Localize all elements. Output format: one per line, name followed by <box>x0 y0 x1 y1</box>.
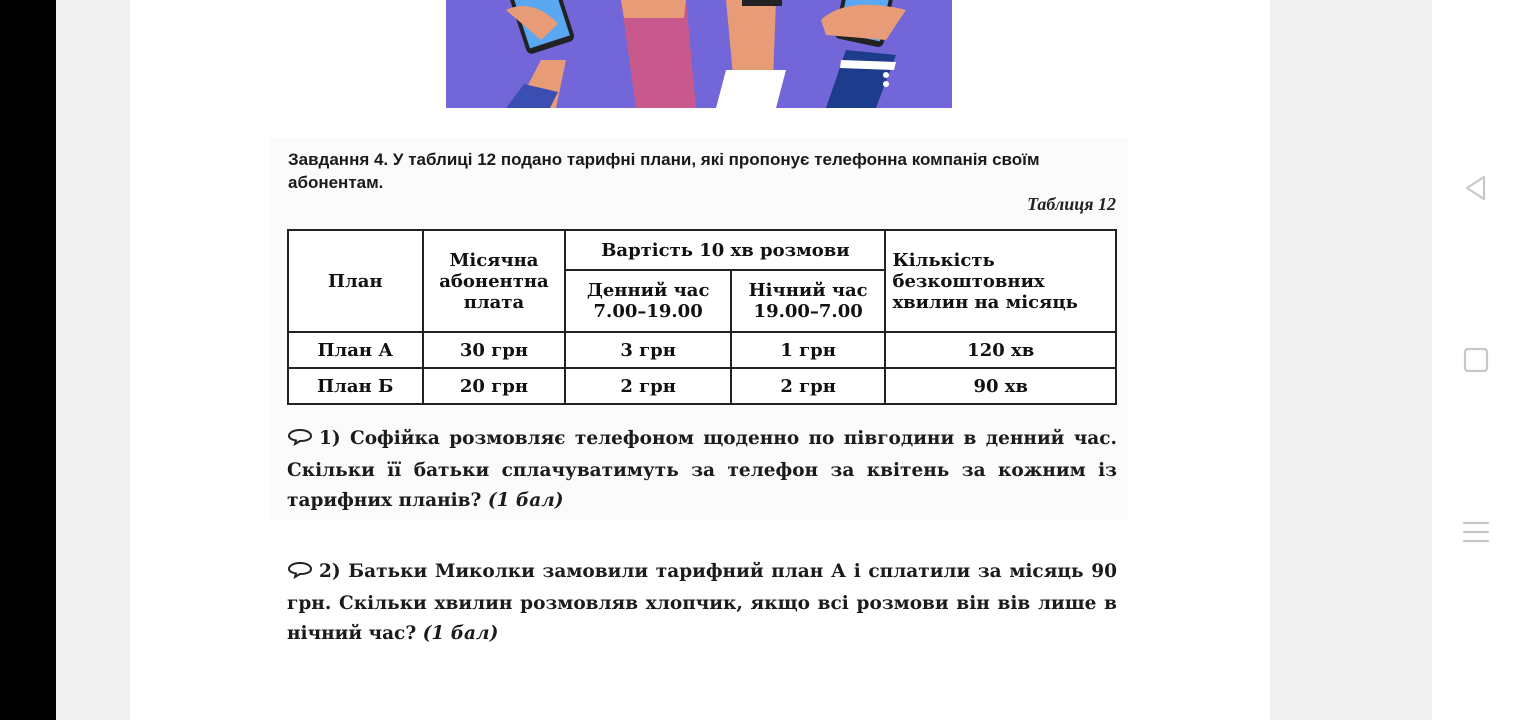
menu-button[interactable] <box>1448 504 1504 560</box>
question-1-text: 1) Софійка розмовляє телефоном щоденно по півгодини в денний час. Скільки її батьки сплачуватимуть за телефон за квітень за кожним із тарифних планів? <box>287 428 1117 511</box>
header-night-time: Нічний час 19.00–7.00 <box>731 270 886 332</box>
speech-bubble-icon <box>287 426 313 456</box>
home-button[interactable] <box>1448 332 1504 388</box>
header-day-time: Денний час 7.00–19.00 <box>565 270 731 332</box>
cell-plan: План А <box>288 332 423 368</box>
home-square-icon <box>1461 345 1491 375</box>
header-monthly-fee: Місячна абонентна плата <box>423 230 566 332</box>
menu-lines-icon <box>1461 517 1491 547</box>
left-edge-bar <box>0 0 56 720</box>
back-triangle-icon <box>1461 173 1491 203</box>
cell-fee: 20 грн <box>423 368 566 404</box>
task-scan <box>270 138 1128 520</box>
table-row <box>288 368 1116 404</box>
cell-plan: План Б <box>288 368 423 404</box>
question-2-text: 2) Батьки Миколки замовили тарифний план А і сплатили за місяць 90 грн. Скільки хвилин розмовляв хлопчик, якщо всі розмови він вів лише в нічний час? <box>287 561 1117 644</box>
question-2-points: (1 бал) <box>422 623 499 644</box>
question-1-points: (1 бал) <box>487 490 564 511</box>
question-2 <box>287 557 1117 649</box>
tariff-table <box>287 229 1117 405</box>
table-caption: Таблиця 12 <box>1027 194 1116 214</box>
header-free-minutes: Кількість безкоштовних хвилин на місяць <box>885 230 1116 332</box>
task-number: Завдання 4. <box>288 150 389 169</box>
cell-day: 3 грн <box>565 332 731 368</box>
speech-bubble-icon <box>287 559 313 589</box>
system-nav-bar <box>1432 0 1520 720</box>
back-button[interactable] <box>1448 160 1504 216</box>
header-call-cost: Вартість 10 хв розмови <box>565 230 885 270</box>
cell-fee: 30 грн <box>423 332 566 368</box>
task-title <box>288 148 1118 194</box>
phones-illustration <box>446 0 952 108</box>
right-gutter <box>1270 0 1432 720</box>
table-row <box>288 332 1116 368</box>
task-description: У таблиці 12 подано тарифні плани, які пропонує телефонна компанія своїм абонентам. <box>288 150 1040 192</box>
cell-free: 90 хв <box>885 368 1116 404</box>
question-1 <box>287 424 1117 516</box>
cell-night: 2 грн <box>731 368 886 404</box>
document-page[interactable] <box>130 0 1270 720</box>
cell-day: 2 грн <box>565 368 731 404</box>
cell-night: 1 грн <box>731 332 886 368</box>
header-plan: План <box>288 230 423 332</box>
cell-free: 120 хв <box>885 332 1116 368</box>
left-gutter <box>56 0 130 720</box>
